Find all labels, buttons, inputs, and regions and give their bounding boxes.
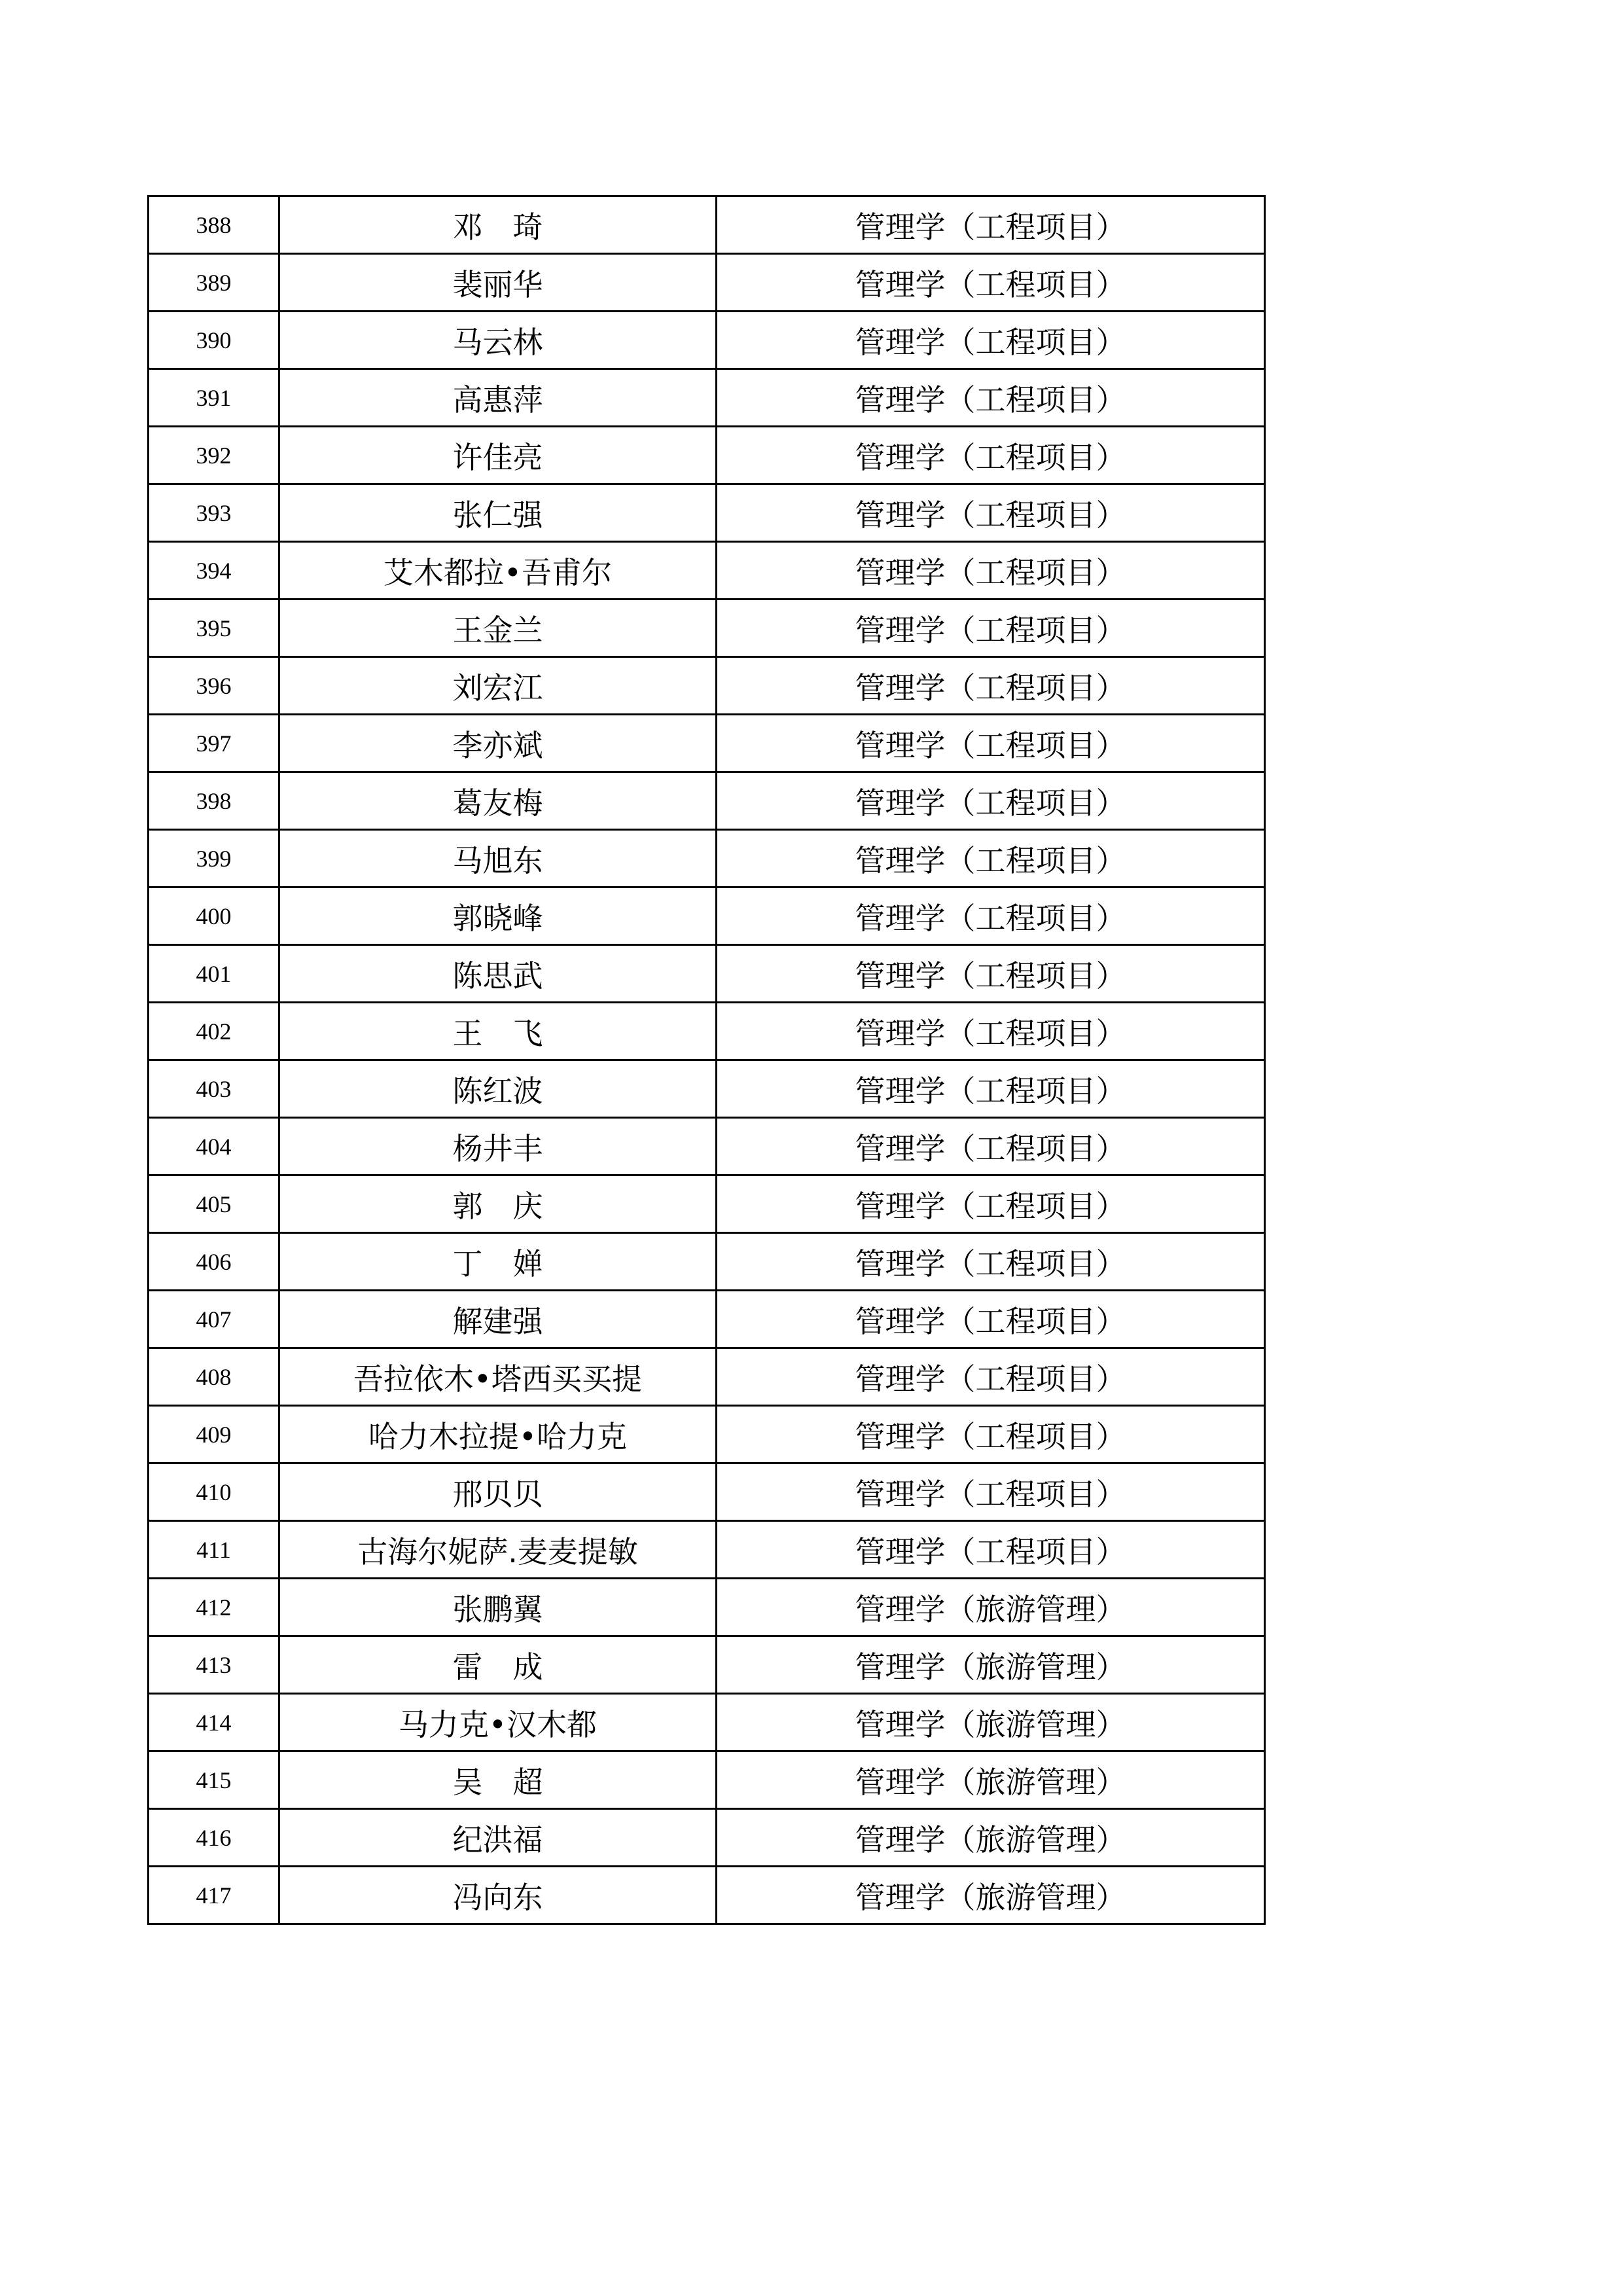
row-number-cell: 393 [149, 484, 279, 542]
person-name-cell: 高惠萍 [279, 369, 717, 427]
major-cell: 管理学（工程项目） [717, 600, 1265, 657]
row-number-cell: 391 [149, 369, 279, 427]
person-name-cell: 纪洪福 [279, 1809, 717, 1867]
major-cell: 管理学（工程项目） [717, 542, 1265, 600]
row-number-cell: 403 [149, 1060, 279, 1118]
table-row [149, 772, 1265, 830]
person-name-cell: 张鹏翼 [279, 1579, 717, 1636]
major-cell: 管理学（工程项目） [717, 312, 1265, 369]
table-row [149, 1694, 1265, 1751]
person-name-cell: 刘宏江 [279, 657, 717, 715]
major-cell: 管理学（工程项目） [717, 715, 1265, 772]
person-name-cell: 马旭东 [279, 830, 717, 888]
table-row [149, 945, 1265, 1003]
person-name-cell: 陈思武 [279, 945, 717, 1003]
major-cell: 管理学（工程项目） [717, 1406, 1265, 1463]
person-name-cell: 张仁强 [279, 484, 717, 542]
table-row [149, 715, 1265, 772]
table-row [149, 1521, 1265, 1579]
person-name-cell: 葛友梅 [279, 772, 717, 830]
major-cell: 管理学（工程项目） [717, 657, 1265, 715]
row-number-cell: 404 [149, 1118, 279, 1175]
major-cell: 管理学（工程项目） [717, 484, 1265, 542]
table-row [149, 369, 1265, 427]
roster-sheet [147, 195, 1264, 1925]
major-cell: 管理学（工程项目） [717, 1348, 1265, 1406]
roster-table-body [149, 196, 1265, 1924]
row-number-cell: 407 [149, 1291, 279, 1348]
person-name-cell: 解建强 [279, 1291, 717, 1348]
major-cell: 管理学（工程项目） [717, 427, 1265, 484]
table-row [149, 1118, 1265, 1175]
person-name-cell: 王金兰 [279, 600, 717, 657]
major-cell: 管理学（工程项目） [717, 1463, 1265, 1521]
major-cell: 管理学（旅游管理） [717, 1809, 1265, 1867]
major-cell: 管理学（工程项目） [717, 1003, 1265, 1060]
major-cell: 管理学（工程项目） [717, 1521, 1265, 1579]
person-name-cell: 雷 成 [279, 1636, 717, 1694]
table-row [149, 1809, 1265, 1867]
major-cell: 管理学（工程项目） [717, 196, 1265, 254]
person-name-cell: 古海尔妮萨.麦麦提敏 [279, 1521, 717, 1579]
table-row [149, 1291, 1265, 1348]
person-name-cell: 吴 超 [279, 1751, 717, 1809]
row-number-cell: 396 [149, 657, 279, 715]
major-cell: 管理学（工程项目） [717, 1175, 1265, 1233]
table-row [149, 1579, 1265, 1636]
person-name-cell: 王 飞 [279, 1003, 717, 1060]
row-number-cell: 410 [149, 1463, 279, 1521]
major-cell: 管理学（工程项目） [717, 772, 1265, 830]
person-name-cell: 裴丽华 [279, 254, 717, 312]
table-row [149, 1636, 1265, 1694]
row-number-cell: 406 [149, 1233, 279, 1291]
table-row [149, 1406, 1265, 1463]
table-row [149, 830, 1265, 888]
major-cell: 管理学（旅游管理） [717, 1694, 1265, 1751]
major-cell: 管理学（工程项目） [717, 945, 1265, 1003]
person-name-cell: 许佳亮 [279, 427, 717, 484]
row-number-cell: 398 [149, 772, 279, 830]
person-name-cell: 邓 琦 [279, 196, 717, 254]
major-cell: 管理学（旅游管理） [717, 1867, 1265, 1924]
row-number-cell: 412 [149, 1579, 279, 1636]
table-row [149, 1060, 1265, 1118]
person-name-cell: 艾木都拉•吾甫尔 [279, 542, 717, 600]
roster-table [147, 195, 1266, 1925]
row-number-cell: 408 [149, 1348, 279, 1406]
row-number-cell: 416 [149, 1809, 279, 1867]
major-cell: 管理学（工程项目） [717, 888, 1265, 945]
row-number-cell: 411 [149, 1521, 279, 1579]
row-number-cell: 414 [149, 1694, 279, 1751]
row-number-cell: 394 [149, 542, 279, 600]
major-cell: 管理学（旅游管理） [717, 1636, 1265, 1694]
major-cell: 管理学（工程项目） [717, 1060, 1265, 1118]
table-row [149, 312, 1265, 369]
person-name-cell: 丁 婵 [279, 1233, 717, 1291]
table-row [149, 600, 1265, 657]
row-number-cell: 402 [149, 1003, 279, 1060]
major-cell: 管理学（工程项目） [717, 254, 1265, 312]
table-row [149, 1175, 1265, 1233]
major-cell: 管理学（工程项目） [717, 369, 1265, 427]
row-number-cell: 399 [149, 830, 279, 888]
person-name-cell: 郭 庆 [279, 1175, 717, 1233]
table-row [149, 888, 1265, 945]
person-name-cell: 马云林 [279, 312, 717, 369]
row-number-cell: 395 [149, 600, 279, 657]
row-number-cell: 388 [149, 196, 279, 254]
person-name-cell: 马力克•汉木都 [279, 1694, 717, 1751]
major-cell: 管理学（工程项目） [717, 1291, 1265, 1348]
major-cell: 管理学（工程项目） [717, 1118, 1265, 1175]
row-number-cell: 417 [149, 1867, 279, 1924]
table-row [149, 1003, 1265, 1060]
table-row [149, 484, 1265, 542]
table-row [149, 1463, 1265, 1521]
person-name-cell: 李亦斌 [279, 715, 717, 772]
row-number-cell: 397 [149, 715, 279, 772]
row-number-cell: 400 [149, 888, 279, 945]
person-name-cell: 陈红波 [279, 1060, 717, 1118]
table-row [149, 427, 1265, 484]
person-name-cell: 邢贝贝 [279, 1463, 717, 1521]
person-name-cell: 吾拉依木•塔西买买提 [279, 1348, 717, 1406]
table-row [149, 542, 1265, 600]
major-cell: 管理学（旅游管理） [717, 1751, 1265, 1809]
table-row [149, 1348, 1265, 1406]
person-name-cell: 郭晓峰 [279, 888, 717, 945]
row-number-cell: 389 [149, 254, 279, 312]
row-number-cell: 392 [149, 427, 279, 484]
row-number-cell: 401 [149, 945, 279, 1003]
table-row [149, 1233, 1265, 1291]
major-cell: 管理学（工程项目） [717, 1233, 1265, 1291]
table-row [149, 657, 1265, 715]
row-number-cell: 413 [149, 1636, 279, 1694]
row-number-cell: 409 [149, 1406, 279, 1463]
major-cell: 管理学（工程项目） [717, 830, 1265, 888]
table-row [149, 196, 1265, 254]
row-number-cell: 390 [149, 312, 279, 369]
table-row [149, 254, 1265, 312]
person-name-cell: 冯向东 [279, 1867, 717, 1924]
row-number-cell: 405 [149, 1175, 279, 1233]
person-name-cell: 杨井丰 [279, 1118, 717, 1175]
row-number-cell: 415 [149, 1751, 279, 1809]
major-cell: 管理学（旅游管理） [717, 1579, 1265, 1636]
person-name-cell: 哈力木拉提•哈力克 [279, 1406, 717, 1463]
table-row [149, 1751, 1265, 1809]
table-row [149, 1867, 1265, 1924]
